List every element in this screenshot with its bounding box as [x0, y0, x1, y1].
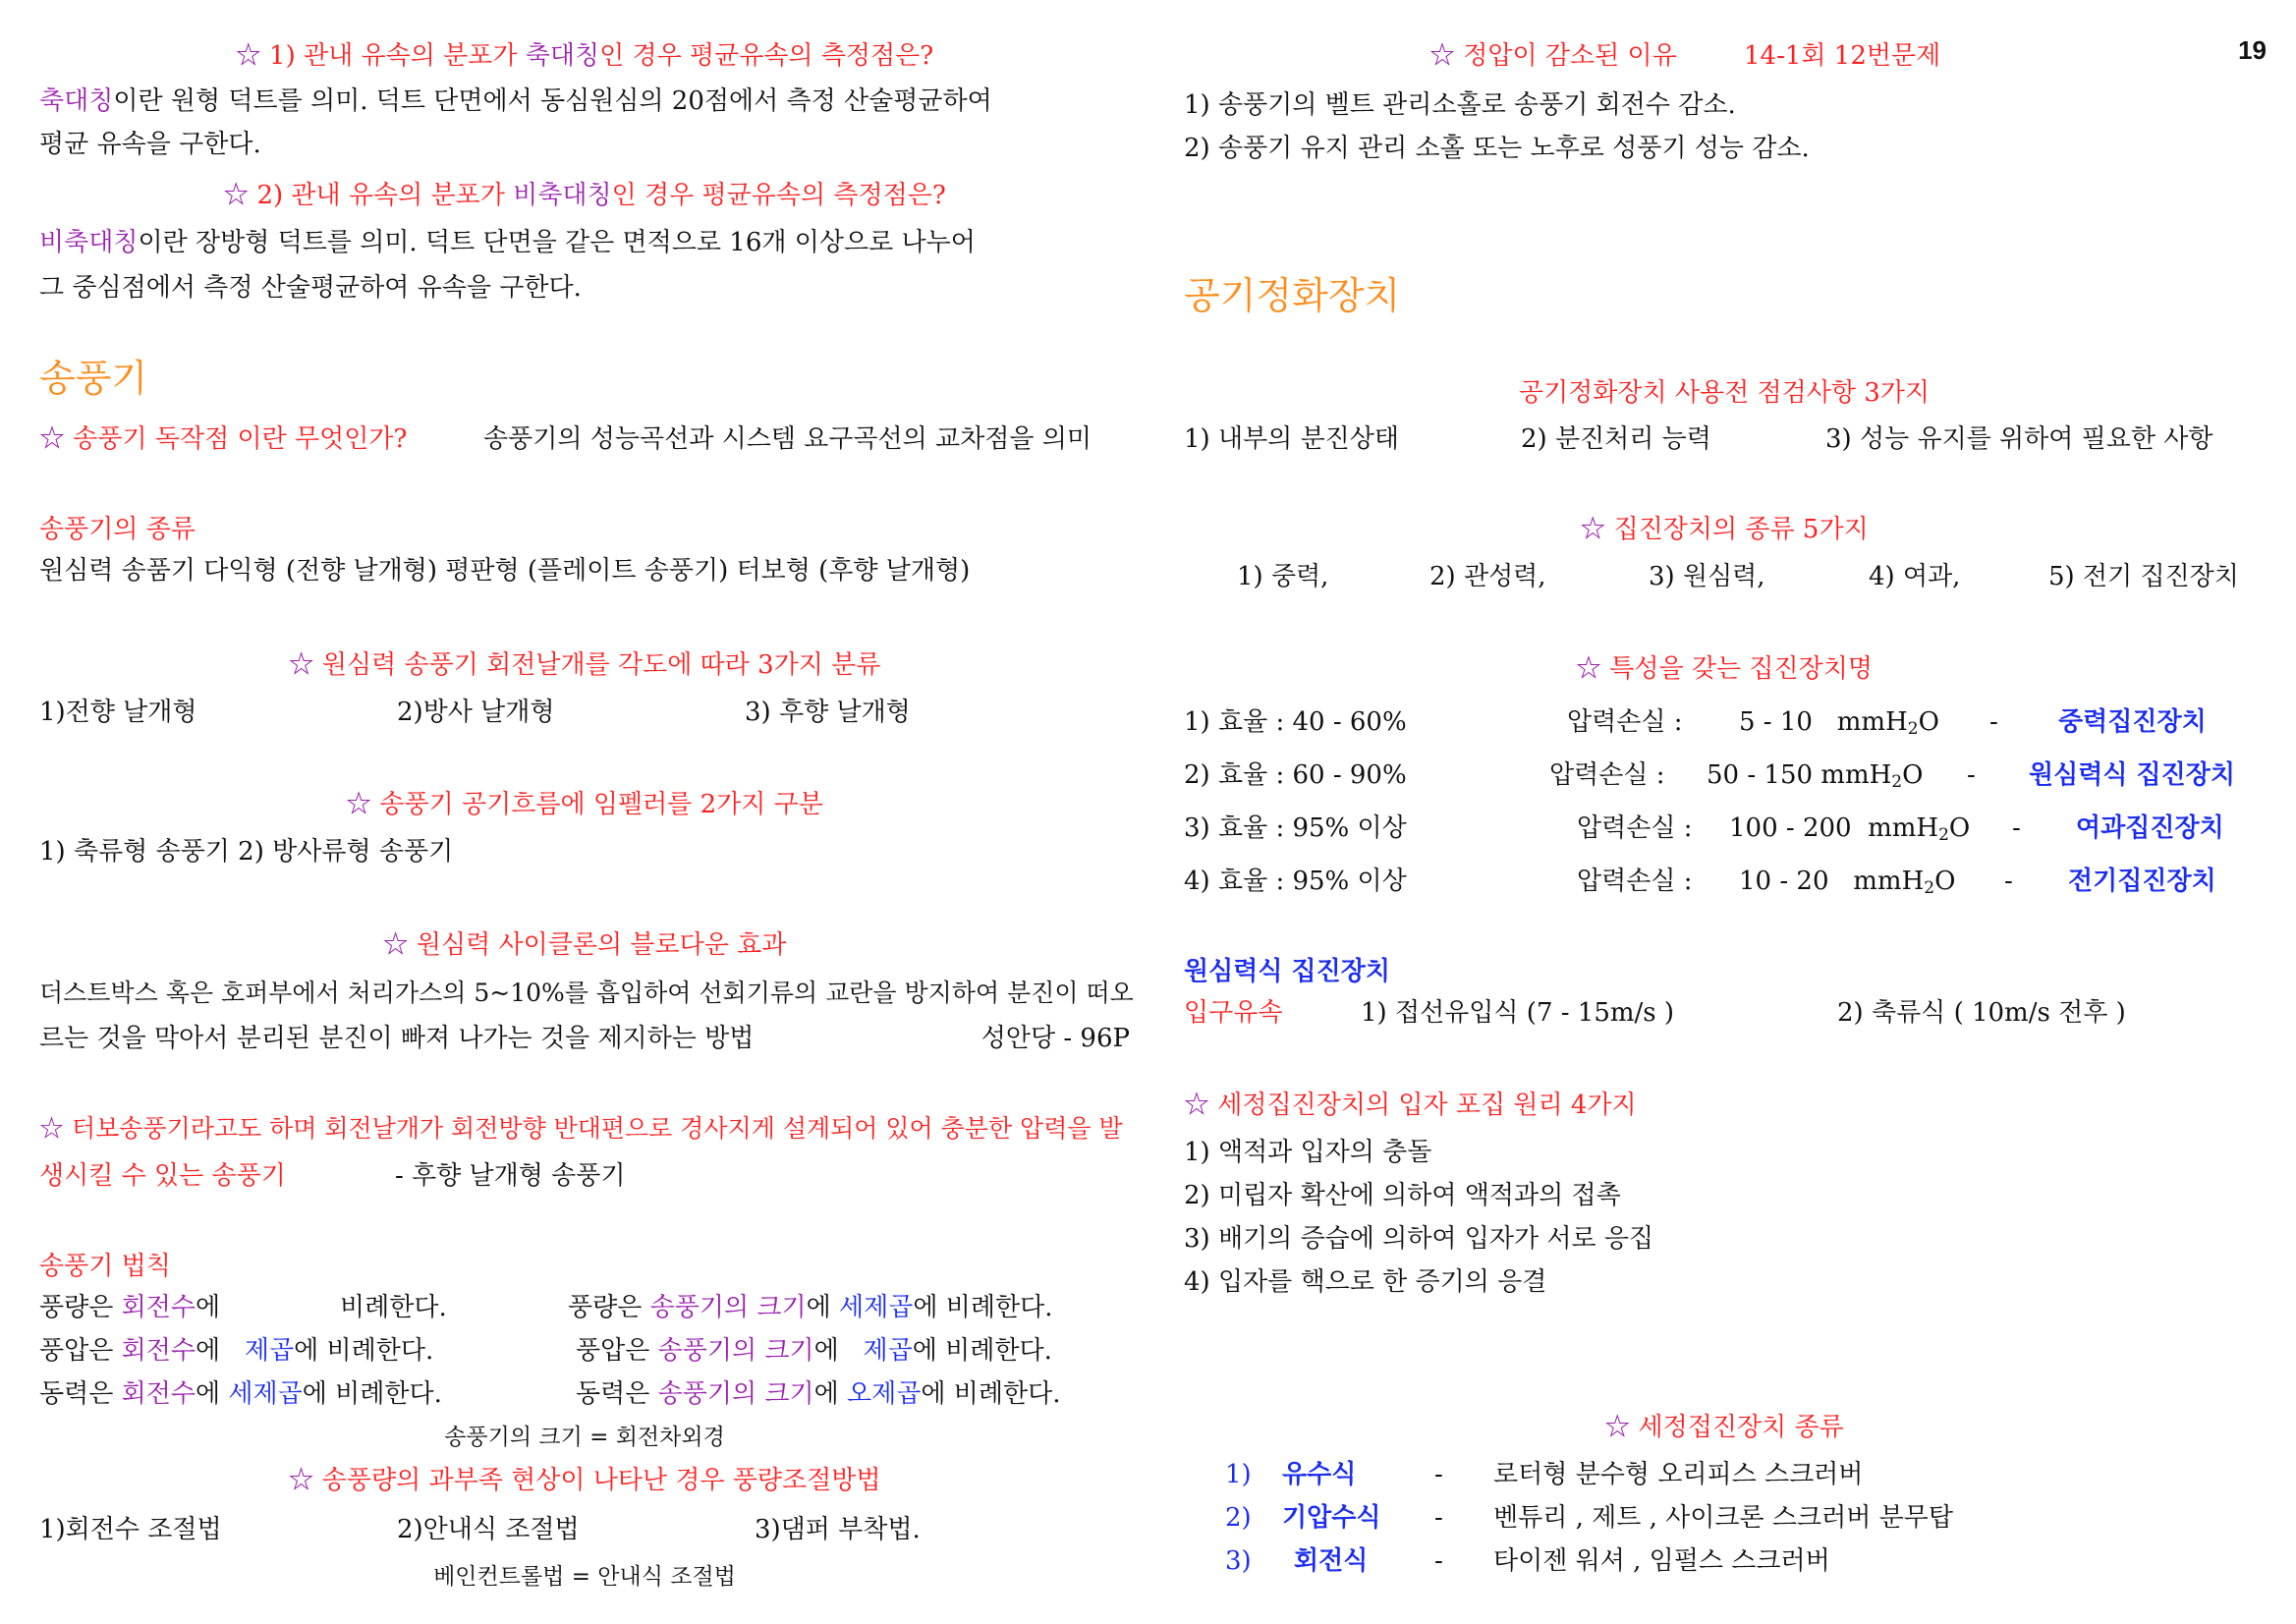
control-method: 1)회전수 조절법 [39, 1515, 222, 1544]
question-blade-classification [39, 648, 1130, 682]
unit-sub: 2 [1907, 719, 1919, 739]
wet-principle-4: 4) 입자를 핵으로 한 증기의 응결 [1184, 1267, 1547, 1297]
question-non-axisymmetric [39, 179, 1130, 212]
keyword: 송풍기의 크기 [657, 1379, 814, 1409]
law-text: 에 [195, 1293, 221, 1322]
keyword: 축대칭 [39, 86, 114, 116]
pressure-loss: 100 - 200 [1729, 813, 1852, 843]
question-text: 1) 관내 유속의 분포가 [269, 41, 526, 71]
unit: mmH [1836, 707, 1908, 737]
question-text: 생시킬 수 있는 송풍기 [39, 1161, 286, 1191]
wet-type-number: 3) [1225, 1546, 1252, 1576]
star-icon: ☆ [288, 650, 314, 680]
law-text: 에 [195, 1336, 221, 1366]
control-method: 2)안내식 조절법 [397, 1515, 580, 1544]
law-text: 비례한다. [945, 1336, 1052, 1366]
vane-control-note: 베인컨트롤법 = 안내식 조절법 [433, 1564, 736, 1590]
question-text: 원심력 사이클론의 블로다운 효과 [416, 930, 787, 960]
law-text: 풍량은 [568, 1293, 643, 1322]
check-item: 3) 성능 유지를 위하여 필요한 사항 [1825, 424, 2213, 454]
answer-text: 이란 장방형 덕트를 의미. 덕트 단면을 같은 면적으로 16개 이상으로 나누어 [138, 228, 976, 257]
efficiency: 3) 효율 : 95% 이상 [1184, 813, 1407, 843]
unit: mmH [1868, 813, 1939, 843]
answer-non-axisymmetric-line2: 그 중심점에서 측정 산술평균하여 유속을 구한다. [39, 273, 582, 303]
keyword: 송풍기의 크기 [657, 1336, 814, 1366]
question-text: 송풍량의 과부족 현상이 나타난 경우 풍량조절방법 [321, 1466, 881, 1495]
question-turbo-line2-row [39, 1159, 626, 1193]
blowdown-line2-row [39, 1022, 1130, 1055]
keyword: 세제곱 [228, 1379, 303, 1409]
answer-turbo: - 후향 날개형 송풍기 [395, 1161, 626, 1191]
dash: - [2004, 867, 2013, 896]
law-text: 에 [302, 1379, 327, 1409]
blowdown-reference: 성안당 - 96P [980, 1024, 1130, 1053]
star-icon: ☆ [1604, 1413, 1631, 1442]
keyword: 축대칭 [525, 41, 600, 71]
star-icon: ☆ [288, 1466, 314, 1495]
blade-type: 3) 후향 날개형 [745, 698, 911, 727]
dash: - [1989, 707, 1998, 737]
dash: - [1967, 760, 1976, 790]
page-number: 19 [2238, 35, 2267, 65]
unit: mmH [1820, 760, 1892, 790]
question-blowdown [39, 928, 1130, 962]
keyword: 제곱 [863, 1336, 913, 1366]
star-icon: ☆ [223, 181, 250, 210]
dash: - [1434, 1546, 1443, 1576]
inlet-type: 1) 접선유입식 (7 - 15m/s ) [1361, 998, 1675, 1028]
keyword: 제곱 [244, 1336, 295, 1366]
dash: - [1434, 1460, 1443, 1489]
wet-type-items: 타이젠 워셔 , 임펄스 스크러버 [1493, 1546, 1830, 1576]
blade-type: 1)전향 날개형 [39, 698, 197, 727]
law-text: 비례한다. [945, 1293, 1053, 1322]
efficiency: 2) 효율 : 60 - 90% [1184, 760, 1407, 790]
pressure-loss: 50 - 150 [1707, 760, 1814, 790]
dash: - [1434, 1503, 1443, 1533]
law-text: 에 [813, 1336, 839, 1366]
question-operating-point [39, 424, 407, 454]
question-flow-control [39, 1464, 1130, 1497]
wet-type-number: 1) [1225, 1460, 1252, 1489]
law-text: 에 [921, 1379, 946, 1409]
collector-type: 3) 원심력, [1649, 562, 1765, 591]
pressure-loss-label: 압력손실 : [1577, 867, 1693, 896]
law-text: 에 [294, 1336, 319, 1366]
law-text: 에 [806, 1293, 831, 1322]
wet-type-name: 기압수식 [1282, 1503, 1381, 1533]
fan-types-title: 송풍기의 종류 [39, 515, 196, 544]
question-text: 세정집진장치의 입자 포집 원리 4가지 [1217, 1091, 1637, 1120]
unit: mmH [1853, 867, 1925, 896]
static-reason-2: 2) 송풍기 유지 관리 소홀 또는 노후로 성풍기 성능 감소. [1184, 134, 1810, 163]
unit: O [1918, 707, 1939, 737]
efficiency: 1) 효율 : 40 - 60% [1184, 707, 1407, 737]
keyword: 오제곱 [846, 1379, 922, 1409]
inlet-velocity-label: 입구유속 [1184, 998, 1283, 1028]
keyword: 회전수 [121, 1336, 196, 1366]
fan-size-note: 송풍기의 크기 = 회전차외경 [444, 1425, 725, 1450]
unit-sub: 2 [1938, 825, 1949, 845]
star-icon: ☆ [1580, 515, 1606, 544]
star-icon: ☆ [346, 790, 372, 819]
unit-sub: 2 [1924, 878, 1935, 898]
answer-operating-point: 송풍기의 성능곡선과 시스템 요구곡선의 교차점을 의미 [483, 424, 1092, 454]
section-heading-air-cleaner: 공기정화장치 [1184, 274, 1401, 317]
collector-type: 2) 관성력, [1429, 562, 1546, 591]
dash: - [2012, 813, 2021, 843]
law-text: 풍압은 [576, 1336, 650, 1366]
cyclone-title: 원심력식 집진장치 [1184, 957, 1390, 986]
law-text: 동력은 [576, 1379, 650, 1409]
keyword: 세제곱 [838, 1293, 914, 1322]
question-text: 송풍기 독작점 이란 무엇인가? [73, 424, 408, 454]
law-text: 비례한다. [953, 1379, 1061, 1409]
pressure-loss-label: 압력손실 : [1577, 813, 1693, 843]
wet-type-number: 2) [1225, 1503, 1252, 1533]
law-text: 풍압은 [39, 1336, 114, 1366]
wet-type-name: 회전식 [1294, 1546, 1369, 1576]
question-text: 집진장치의 종류 5가지 [1613, 515, 1869, 544]
question-reference: 14-1회 12번문제 [1744, 41, 1941, 71]
inlet-type: 2) 축류식 ( 10m/s 전후 ) [1837, 998, 2126, 1028]
pressure-loss-label: 압력손실 : [1549, 760, 1665, 790]
question-wet-principle [1184, 1089, 1637, 1122]
star-icon: ☆ [39, 1114, 65, 1143]
question-text: 인 경우 평균유속의 측정점은? [599, 41, 934, 71]
question-text: 특성을 갖는 집진장치명 [1609, 654, 1873, 684]
keyword: 회전수 [121, 1379, 196, 1409]
law-text: 비례한다. [335, 1379, 442, 1409]
law-text: 비례한다. [340, 1293, 447, 1322]
question-text: 정압이 감소된 이유 [1463, 41, 1677, 71]
law-text: 에 [913, 1293, 938, 1322]
star-icon: ☆ [1576, 654, 1602, 684]
pressure-loss: 5 - 10 [1739, 707, 1813, 737]
star-icon: ☆ [382, 930, 409, 960]
star-icon: ☆ [235, 41, 261, 71]
question-axisymmetric [39, 39, 1130, 73]
section-heading-fan: 송풍기 [39, 357, 148, 400]
impeller-line: 1) 축류형 송풍기 2) 방사류형 송풍기 [39, 837, 454, 867]
check-item: 2) 분진처리 능력 [1521, 424, 1711, 454]
unit: O [1948, 813, 1971, 843]
star-icon: ☆ [39, 424, 66, 454]
keyword: 비축대칭 [513, 181, 612, 210]
law-text: 동력은 [39, 1379, 114, 1409]
answer-non-axisymmetric-line1 [39, 226, 976, 259]
law-text: 풍량은 [39, 1293, 114, 1322]
unit-sub: 2 [1891, 772, 1903, 792]
blowdown-line1: 더스트박스 혹은 호퍼부에서 처리가스의 5~10%를 흡입하여 선회기류의 교란을 방지하여 분진이 떠오 [39, 979, 1134, 1007]
wet-type-name: 유수식 [1282, 1460, 1357, 1489]
answer-axisymmetric-line1 [39, 84, 992, 118]
collector-type: 4) 여과, [1869, 562, 1961, 591]
question-text: 원심력 송풍기 회전날개를 각도에 따라 3가지 분류 [321, 650, 881, 680]
keyword: 송풍기의 크기 [649, 1293, 807, 1322]
wet-principle-1: 1) 액적과 입자의 충돌 [1184, 1138, 1432, 1167]
fan-law-title: 송풍기 법칙 [39, 1252, 171, 1281]
operating-point-row [39, 422, 1092, 456]
check-item: 1) 내부의 분진상태 [1184, 424, 1400, 454]
law-text: 에 [912, 1336, 937, 1366]
blowdown-line2: 르는 것을 막아서 분리된 분진이 빠져 나가는 것을 제지하는 방법 [39, 1024, 755, 1053]
question-collector-characteristics [1184, 652, 2265, 686]
collector-type: 5) 전기 집진장치 [2048, 562, 2239, 591]
question-static-pressure [1429, 39, 1940, 73]
wet-principle-3: 3) 배기의 증습에 의하여 입자가 서로 응집 [1184, 1224, 1654, 1254]
law-text: 비례한다. [326, 1336, 434, 1366]
fan-types-line: 원심력 송품기 다익형 (전향 날개형) 평판형 (플레이트 송풍기) 터보형 (후향 날개형) [39, 556, 971, 586]
question-turbo-line1 [39, 1112, 1123, 1146]
question-collector-types [1184, 513, 2265, 546]
unit: O [1902, 760, 1924, 790]
answer-axisymmetric-line2: 평균 유속을 구한다. [39, 130, 261, 159]
question-impeller [39, 788, 1130, 821]
star-icon: ☆ [1184, 1091, 1210, 1120]
keyword: 비축대칭 [39, 228, 139, 257]
star-icon: ☆ [1429, 41, 1456, 71]
answer-text: 이란 원형 덕트를 의미. 덕트 단면에서 동심원심의 20점에서 측정 산술평균하여 [113, 86, 992, 116]
wet-type-items: 로터형 분수형 오리피스 스크러버 [1493, 1460, 1864, 1489]
question-pre-use-check: 공기정화장치 사용전 점검사항 3가지 [1518, 378, 1931, 408]
collector-name: 전기집진장치 [2068, 867, 2216, 896]
collector-name: 여과집진장치 [2076, 813, 2224, 843]
keyword: 회전수 [121, 1293, 196, 1322]
law-text: 에 [195, 1379, 221, 1409]
question-text: 인 경우 평균유속의 측정점은? [611, 181, 946, 210]
efficiency: 4) 효율 : 95% 이상 [1184, 867, 1407, 896]
blade-type: 2)방사 날개형 [397, 698, 555, 727]
unit: O [1934, 867, 1956, 896]
question-text: 터보송풍기라고도 하며 회전날개가 회전방향 반대편으로 경사지게 설계되어 있어 충분한 압력을 발 [71, 1114, 1123, 1143]
wet-type-items: 벤튜리 , 제트 , 사이크론 스크러버 분무탑 [1493, 1503, 1953, 1533]
question-text: 세정접진장치 종류 [1638, 1413, 1844, 1442]
pressure-loss-label: 압력손실 : [1567, 707, 1683, 737]
law-text: 에 [813, 1379, 839, 1409]
question-wet-types [1184, 1411, 2265, 1444]
collector-name: 원심력식 집진장치 [2029, 760, 2235, 790]
question-text: 송풍기 공기흐름에 임펠러를 2가지 구분 [379, 790, 823, 819]
collector-name: 중력집진장치 [2058, 707, 2207, 737]
pressure-loss: 10 - 20 [1739, 867, 1829, 896]
question-text: 2) 관내 유속의 분포가 [256, 181, 514, 210]
control-method: 3)댐퍼 부착법. [755, 1515, 921, 1544]
static-reason-1: 1) 송풍기의 벨트 관리소홀로 송풍기 회전수 감소. [1184, 90, 1736, 120]
collector-type: 1) 중력, [1237, 562, 1329, 591]
wet-principle-2: 2) 미립자 확산에 의하여 액적과의 접촉 [1184, 1181, 1621, 1210]
